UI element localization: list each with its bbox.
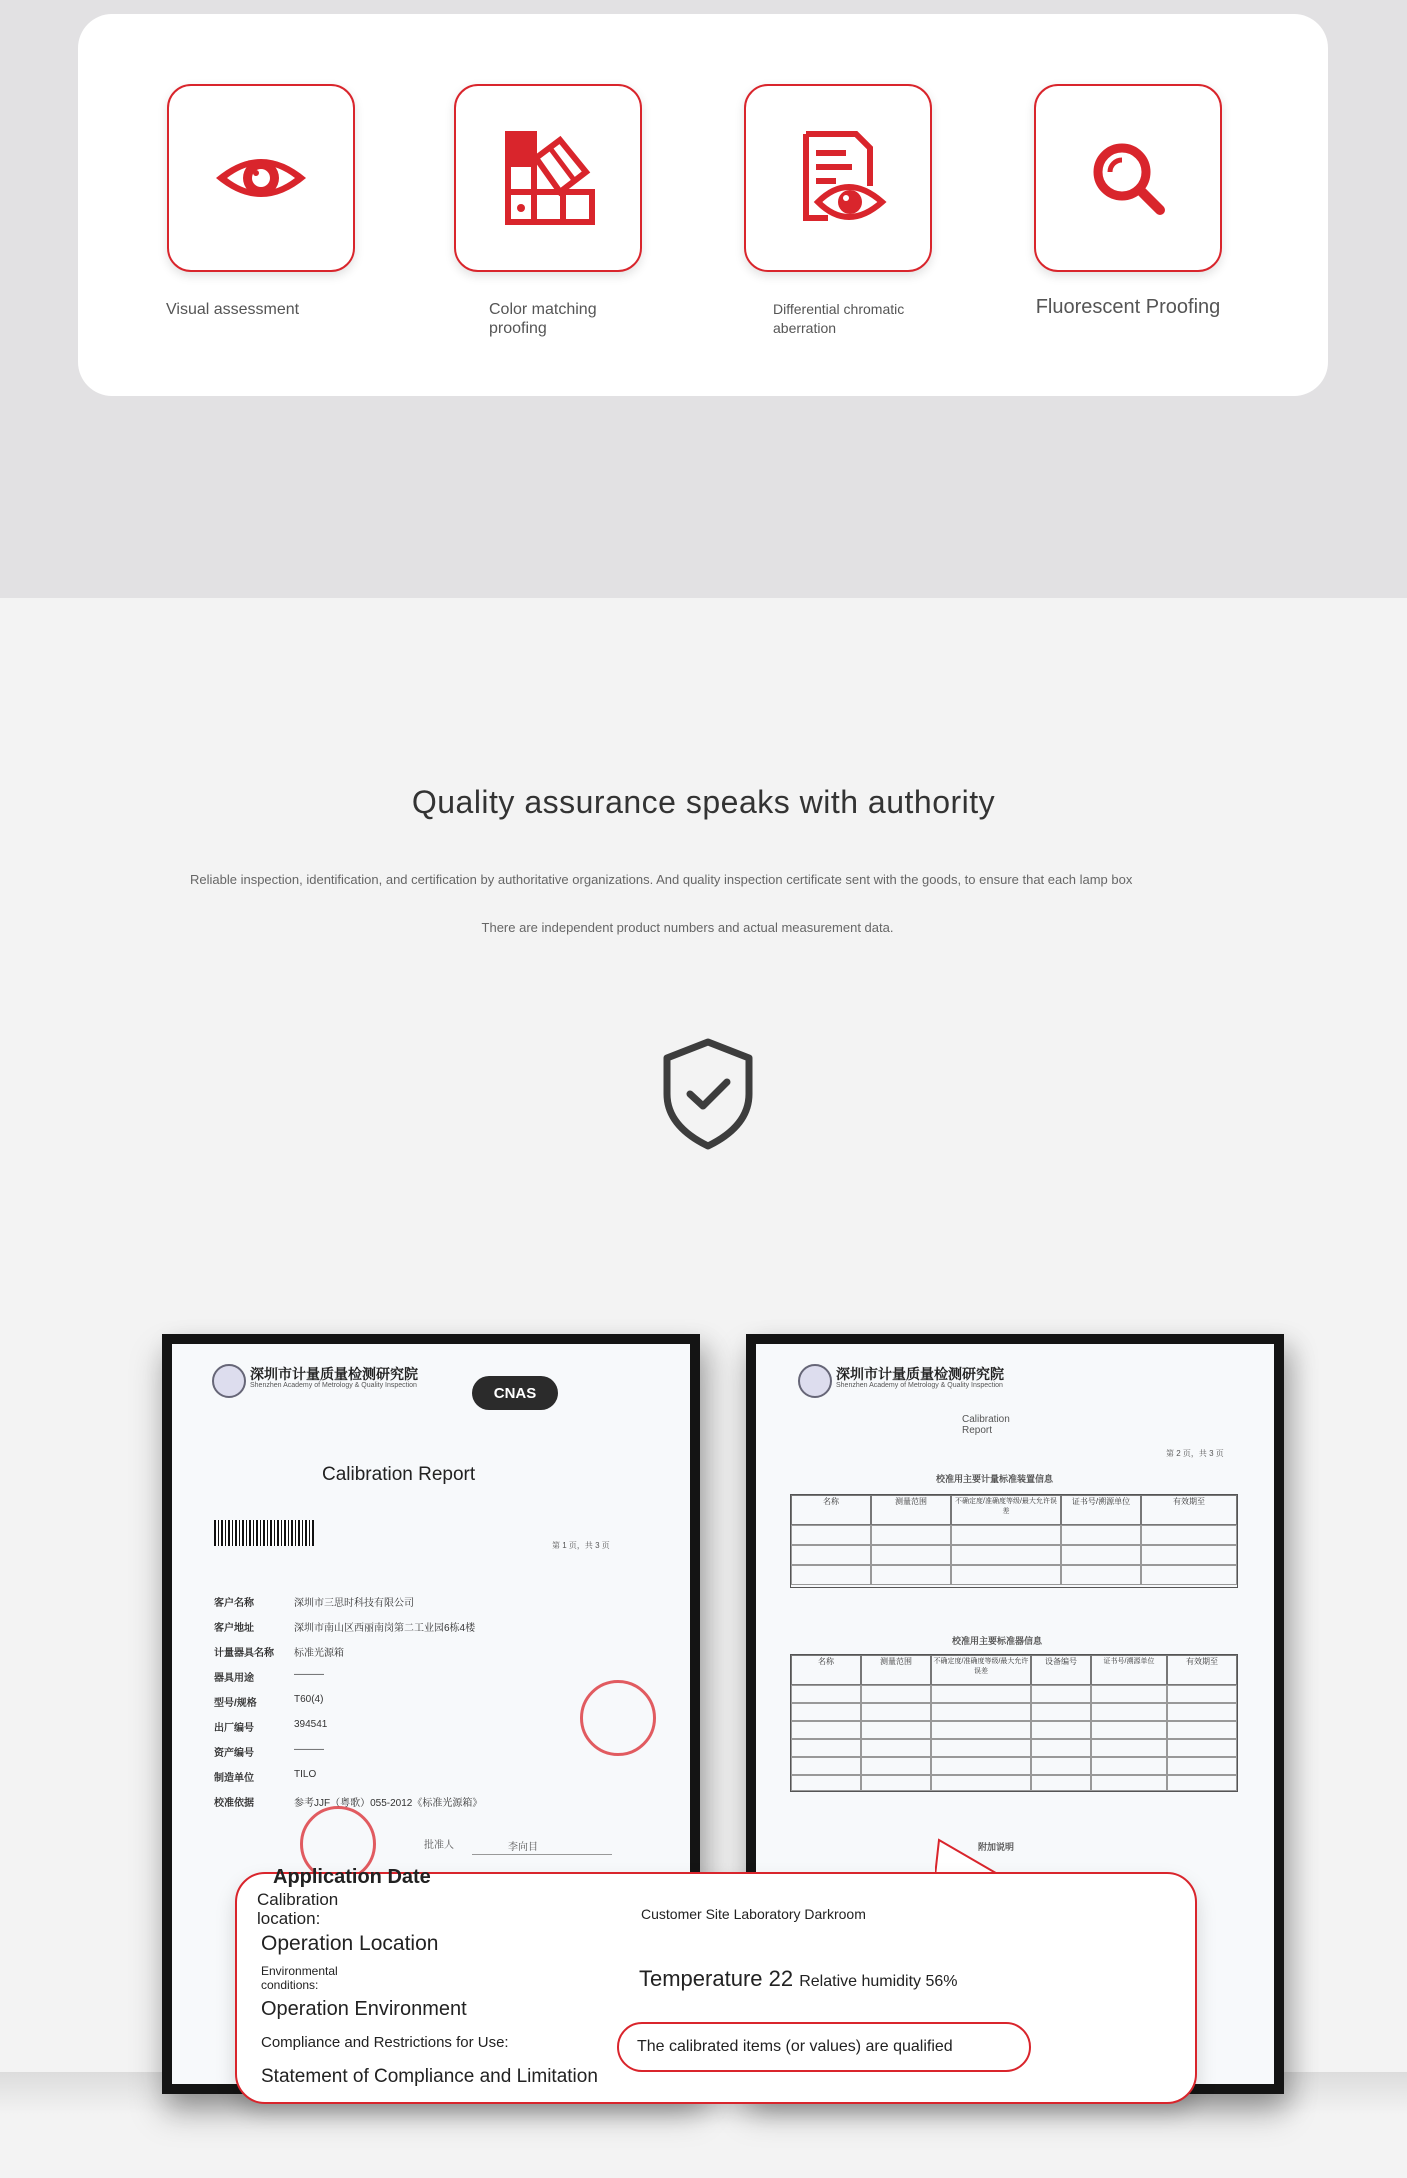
signature-line bbox=[472, 1854, 612, 1855]
environment-label-en: Operation Environment bbox=[261, 1998, 467, 2020]
institute-name-en: Shenzhen Academy of Metrology & Quality Inspection bbox=[250, 1382, 417, 1389]
location-label-en: Operation Location bbox=[261, 1932, 439, 1955]
field-value: 深圳市三思时科技有限公司 bbox=[294, 1598, 414, 1609]
eye-icon bbox=[211, 148, 311, 208]
certificate-title: Calibration Report bbox=[322, 1464, 476, 1485]
feature-visual-assessment bbox=[146, 84, 376, 319]
environment-temperature bbox=[639, 1966, 958, 1992]
compliance-value-pill bbox=[617, 2022, 1031, 2072]
field-key: 出厂编号 bbox=[214, 1723, 254, 1734]
field-value: 标准光源箱 bbox=[294, 1648, 344, 1659]
swatch-tile bbox=[454, 84, 642, 272]
feature-fluorescent-proofing bbox=[1013, 84, 1243, 317]
approver-label: 批准人 bbox=[424, 1840, 454, 1851]
eye-tile bbox=[167, 84, 355, 272]
table-header-cell: 设备编号 bbox=[1031, 1655, 1091, 1685]
smq-logo bbox=[212, 1364, 246, 1398]
field-row bbox=[214, 1794, 634, 1819]
field-key: 制造单位 bbox=[214, 1773, 254, 1784]
compliance-label: Compliance and Restrictions for Use: bbox=[261, 2034, 509, 2051]
field-row bbox=[214, 1594, 634, 1619]
environment-label: Environmental conditions: bbox=[261, 1964, 338, 1992]
field-key: 客户地址 bbox=[214, 1623, 254, 1634]
table-header-cell: 名称 bbox=[791, 1655, 861, 1685]
field-row bbox=[214, 1769, 634, 1794]
field-value: ——— bbox=[294, 1669, 324, 1680]
field-value: ——— bbox=[294, 1744, 324, 1755]
compliance-label-en: Statement of Compliance and Limitation bbox=[261, 2066, 598, 2087]
table-header-cell: 名称 bbox=[791, 1495, 871, 1525]
table2-title: 校准用主要标准器信息 bbox=[952, 1636, 1043, 1646]
section-subdescription: There are independent product numbers and actual measurement data. bbox=[481, 920, 894, 935]
magnifier-icon bbox=[1088, 138, 1168, 218]
document-eye-icon bbox=[788, 128, 888, 228]
field-key: 计量器具名称 bbox=[214, 1648, 274, 1659]
compliance-value: The calibrated items (or values) are qualified bbox=[637, 2038, 953, 2055]
additional-notes: 附加说明 bbox=[978, 1842, 1015, 1852]
table-header-cell: 测量范围 bbox=[871, 1495, 951, 1525]
red-seal-stamp bbox=[580, 1680, 656, 1756]
section-title: Quality assurance speaks with authority bbox=[411, 784, 996, 820]
field-value: TILO bbox=[294, 1769, 317, 1780]
table-header-cell: 不确定度/准确度等级/最大允许误差 bbox=[931, 1655, 1031, 1685]
field-key: 型号/规格 bbox=[214, 1698, 257, 1709]
shield-check-icon bbox=[661, 1038, 755, 1150]
callout-heading: Application Date bbox=[273, 1866, 431, 1888]
location-label: Calibration location: bbox=[257, 1890, 339, 1928]
page-number: 第 1 页，共 3 页 bbox=[552, 1541, 610, 1550]
field-row bbox=[214, 1669, 634, 1694]
field-value: 394541 bbox=[294, 1719, 328, 1730]
standards-table-2 bbox=[790, 1654, 1238, 1792]
field-row bbox=[214, 1694, 634, 1719]
humidity-value: Relative humidity 56% bbox=[799, 1973, 958, 1990]
feature-label: Fluorescent Proofing bbox=[1035, 296, 1221, 318]
field-key: 器具用途 bbox=[214, 1673, 254, 1684]
barcode bbox=[214, 1520, 314, 1546]
field-row bbox=[214, 1744, 634, 1769]
feature-label: Color matching proofing bbox=[489, 301, 597, 337]
table1-title: 校准用主要计量标准装置信息 bbox=[936, 1474, 1054, 1484]
institute-name-en: Shenzhen Academy of Metrology & Quality Inspection bbox=[836, 1382, 1003, 1389]
field-row bbox=[214, 1644, 634, 1669]
field-value: 深圳市南山区西丽南岗第二工业园6栋4楼 bbox=[294, 1623, 476, 1634]
feature-card bbox=[78, 14, 1328, 396]
doc-eye-tile bbox=[744, 84, 932, 272]
cnas-badge: CNAS bbox=[472, 1376, 558, 1410]
field-key: 校准依据 bbox=[214, 1798, 254, 1809]
color-swatch-icon bbox=[498, 128, 598, 228]
feature-color-matching bbox=[433, 84, 663, 338]
field-value: 参考JJF（粤歌）055-2012《标准光源箱》 bbox=[294, 1798, 483, 1809]
magnifier-tile bbox=[1034, 84, 1222, 272]
page-number: 第 2 页，共 3 页 bbox=[1166, 1449, 1224, 1458]
table-header-cell: 有效期至 bbox=[1167, 1655, 1237, 1685]
institute-name: 深圳市计量质量检测研究院 bbox=[250, 1366, 418, 1382]
table-header-cell: 不确定度/准确度等级/最大允许误差 bbox=[951, 1495, 1061, 1525]
smq-logo bbox=[798, 1364, 832, 1398]
table-header-cell: 证书号/溯源单位 bbox=[1061, 1495, 1141, 1525]
feature-label: Differential chromatic aberration bbox=[773, 301, 905, 336]
institute-name: 深圳市计量质量检测研究院 bbox=[836, 1366, 1004, 1382]
standards-table-1 bbox=[790, 1494, 1238, 1588]
field-row bbox=[214, 1619, 634, 1644]
feature-label: Visual assessment bbox=[166, 301, 300, 318]
report-subtitle: Calibration Report bbox=[962, 1414, 1010, 1436]
table-header-cell: 证书号/溯源单位 bbox=[1091, 1655, 1167, 1685]
table-header-cell: 测量范围 bbox=[861, 1655, 931, 1685]
field-key: 资产编号 bbox=[214, 1748, 254, 1759]
table-header-cell: 有效期至 bbox=[1141, 1495, 1237, 1525]
approver-name: 李向目 bbox=[508, 1842, 538, 1853]
certificate-fields bbox=[214, 1594, 634, 1819]
location-value: Customer Site Laboratory Darkroom bbox=[641, 1906, 866, 1922]
field-value: T60(4) bbox=[294, 1694, 324, 1705]
section-description: Reliable inspection, identification, and certification by authoritative organizations. And quality inspection certificate sent with the goods, to ensure that each lamp box bbox=[190, 872, 1133, 887]
calibration-callout bbox=[235, 1866, 1197, 2104]
field-row bbox=[214, 1719, 634, 1744]
feature-differential-aberration bbox=[723, 84, 953, 338]
temperature-value: Temperature 22 bbox=[639, 1966, 794, 1991]
field-key: 客户名称 bbox=[214, 1598, 254, 1609]
